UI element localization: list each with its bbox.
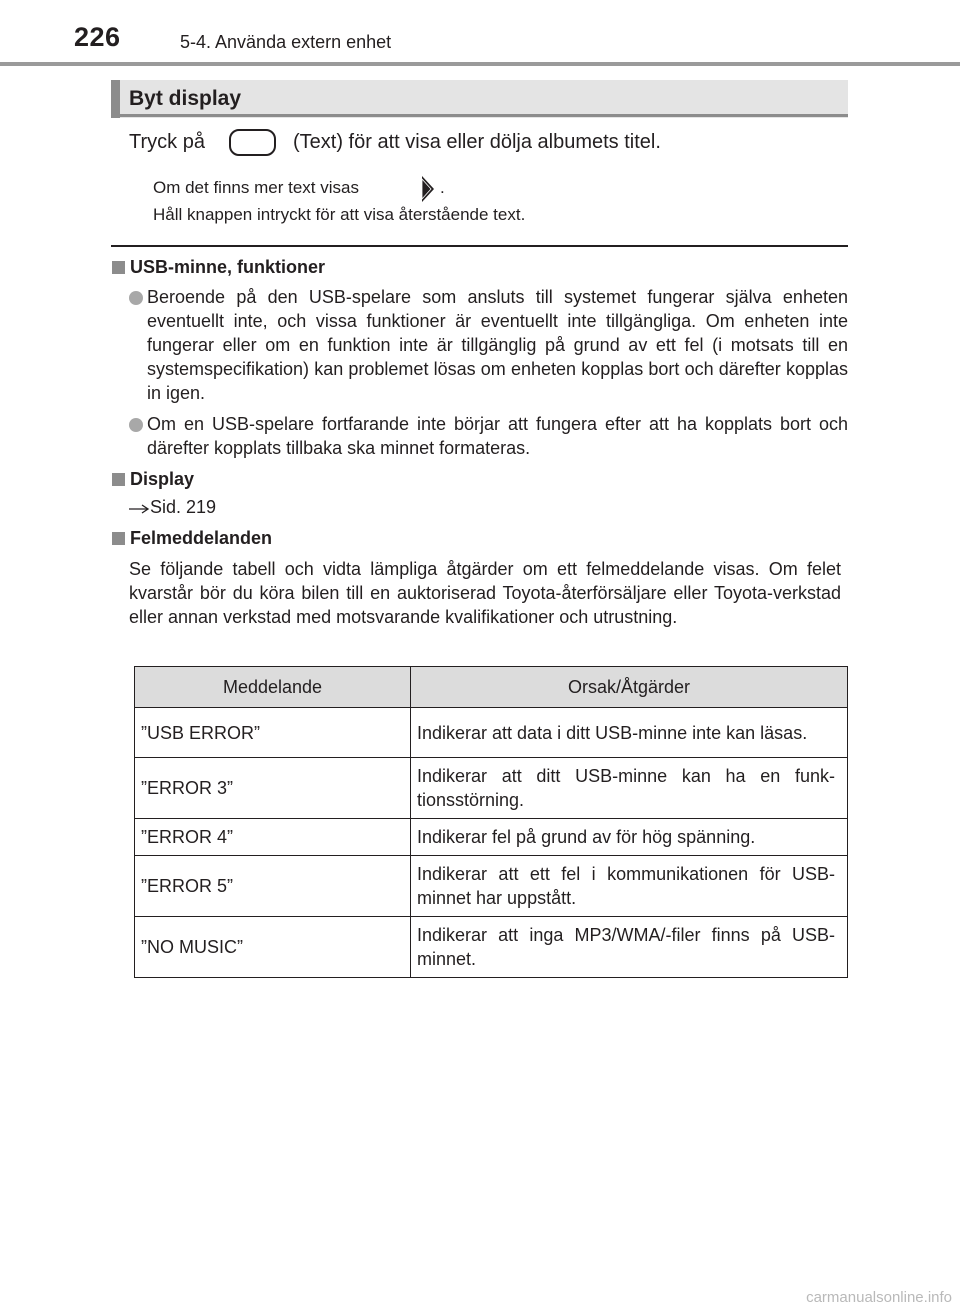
table-cell-message: ”USB ERROR” [135,708,411,758]
table-cell-cause: Indikerar fel på grund av för hög spänning. [411,819,848,856]
usb-heading: USB-minne, funktioner [130,257,326,277]
section-band-rule [111,114,848,117]
instruction-after: (Text) för att visa eller dölja albumets titel. [293,131,661,153]
table-cell-cause: Indikerar att ett fel i kommunikationen för USB-minnet har uppstått. [411,856,848,917]
error-message-table [134,666,848,978]
reference-arrow-icon [128,503,150,515]
note-more-text: Om det finns mer text visas [153,178,359,197]
header-rule [0,62,960,66]
right-arrow-icon [421,175,435,203]
table-header-row [135,667,848,708]
table-row [135,819,848,856]
table-cell-message: ”NO MUSIC” [135,917,411,978]
table-header-cause: Orsak/Åtgärder [411,667,848,708]
table-cell-message: ”ERROR 4” [135,819,411,856]
chapter-title: 5-4. Använda extern enhet [180,32,392,52]
display-page-reference[interactable]: Sid. 219 [150,497,217,517]
table-cell-cause: Indikerar att ditt USB-minne kan ha en funk-tionsstörning. [411,758,848,819]
section-band-accent [111,80,120,118]
table-cell-cause: Indikerar att inga MP3/WMA/-filer finns på USB-minnet. [411,917,848,978]
errors-intro: Se följande tabell och vidta lämpliga åtgärder om ett felmeddelande visas. Om felet kvarstår bör du köra bilen till en auktoriserad Toyota-återförsäljare eller Toyota-verkstad eller annan verkstad med motsvarande kvalifikationer och utrustning. [129,559,841,627]
square-bullet-icon [112,473,125,486]
square-bullet-icon [112,261,125,274]
rounded-button-icon [229,129,276,156]
table-header-message: Meddelande [135,667,411,708]
table-cell-message: ”ERROR 3” [135,758,411,819]
table-row [135,758,848,819]
section-title: Byt display [129,87,242,110]
table-cell-message: ”ERROR 5” [135,856,411,917]
section-divider [111,245,848,247]
table-row [135,856,848,917]
page-number: 226 [74,22,121,52]
note-period: . [440,178,445,197]
usb-bullet-2: Om en USB-spelare fortfarande inte börjar att fungera efter att ha kopplats bort och därefter kopplats tillbaka ska minnet formateras. [147,414,848,458]
instruction-before: Tryck på [129,131,205,153]
watermark: carmanualsonline.info [806,1289,952,1306]
table-row [135,708,848,758]
errors-heading: Felmeddelanden [130,528,273,548]
circle-bullet-icon [129,418,143,432]
display-heading: Display [130,469,195,489]
circle-bullet-icon [129,291,143,305]
note-hold-button: Håll knappen intryckt för att visa återstående text. [153,205,526,224]
usb-bullet-1: Beroende på den USB-spelare som ansluts till systemet fungerar själva enheten eventuellt inte, och vissa funktioner är eventuellt inte tillgängliga. Om enheten inte fungerar eller om en funktion inte är tillgänglig på grund av ett fel (i motsats till en systemspecifikation) kan problemet lösas om enheten kopplas bort och därefter kopplas in igen. [147,287,848,403]
table-row [135,917,848,978]
square-bullet-icon [112,532,125,545]
table-cell-cause: Indikerar att data i ditt USB-minne inte kan läsas. [411,708,848,758]
